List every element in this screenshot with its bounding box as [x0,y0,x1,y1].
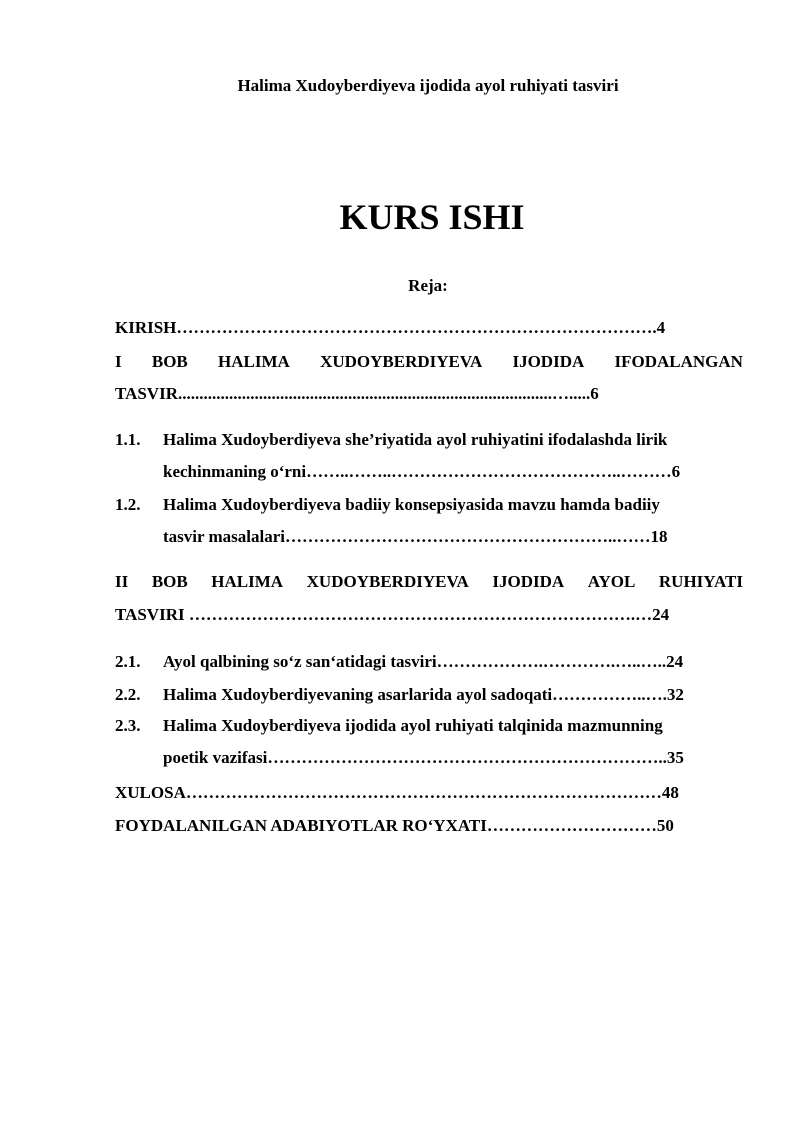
document-title: KURS ISHI [339,197,525,237]
toc-chapter-2-line-2: TASVIRI …………………………………………………………………….…24 [115,605,670,624]
toc-section-text: Halima Xudoyberdiyeva she’riyatida ayol ruhiyatini ifodalashda lirik [163,430,668,449]
toc-section-number: 2.2. [115,685,141,704]
toc-section-text-continued: poetik vazifasi……………………………………………………………..35 [163,748,684,767]
toc-section-text-continued: kechinmaning o‘rni……..……..…………………………………..………6 [163,462,681,481]
toc-entry-intro: KIRISH………………………………………………………………………….4 [115,318,666,337]
toc-word: IJODIDA [512,352,585,371]
document-topic: Halima Xudoyberdiyeva ijodida ayol ruhiyati tasviri [237,76,619,95]
toc-word: I [115,352,122,371]
toc-chapter-1-line-2: TASVIR........................................................................................….....6 [115,384,599,403]
toc-word: II [115,572,129,591]
toc-word: BOB [151,572,188,591]
toc-word: IFODALANGAN [614,352,743,371]
toc-word: BOB [151,352,188,371]
toc-section-2-1 [115,652,743,676]
toc-section-number: 1.1. [115,430,141,449]
toc-chapter-1-line-1 [115,352,743,372]
toc-word: IJODIDA [492,572,565,591]
toc-section-2-2 [115,685,743,709]
plan-label: Reja: [408,276,448,295]
toc-section-text: Halima Xudoyberdiyeva badiiy konsepsiyasida mavzu hamda badiiy [163,495,660,514]
toc-word: HALIMA [218,352,290,371]
toc-entry-conclusion: XULOSA…………………………………………………………………………48 [115,783,679,802]
toc-section-text-continued: tasvir masalalari…………………………………………………..……18 [163,527,668,546]
toc-chapter-2-line-1 [115,572,743,592]
toc-section-number: 2.3. [115,716,141,735]
toc-word: RUHIYATI [658,572,743,591]
toc-section-text: Ayol qalbining so‘z san‘atidagi tasviri……………….………….…..…..24 [163,652,684,671]
toc-word: AYOL [587,572,636,591]
toc-word: HALIMA [211,572,284,591]
toc-section-number: 1.2. [115,495,141,514]
toc-word: XUDOYBERDIYEVA [320,352,483,371]
toc-section-number: 2.1. [115,652,141,671]
toc-entry-references: FOYDALANILGAN ADABIYOTLAR RO‘YXATI…………………………50 [115,816,674,835]
toc-section-text: Halima Xudoyberdiyeva ijodida ayol ruhiyati talqinida mazmunning [163,716,663,735]
toc-word: XUDOYBERDIYEVA [306,572,469,591]
toc-section-text: Halima Xudoyberdiyevaning asarlarida ayol sadoqati……………..….32 [163,685,684,704]
